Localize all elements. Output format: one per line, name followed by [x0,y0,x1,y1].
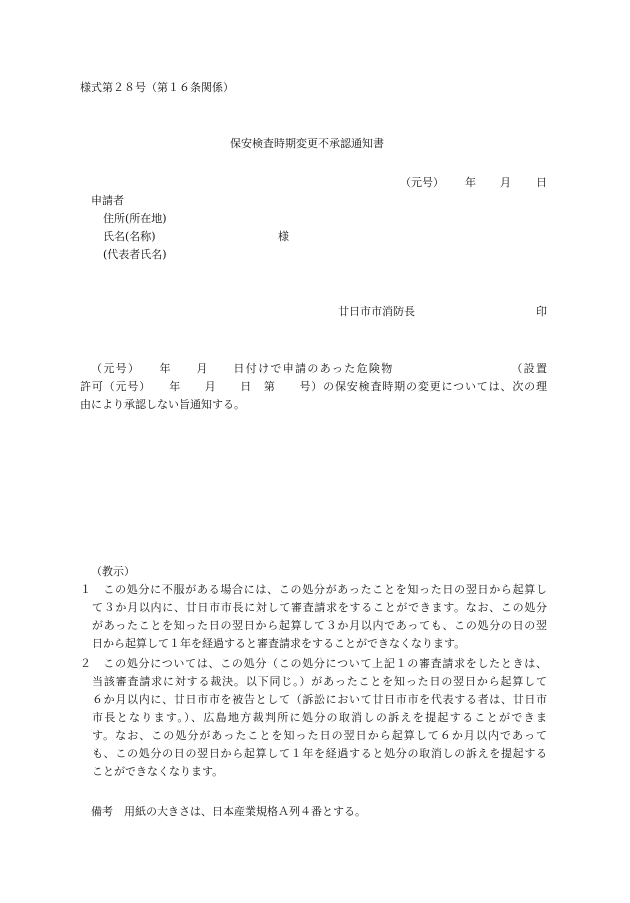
instruction-line: て３か月以内に、廿日市市長に対して審査請求をすることができます。なお、この処分 [92,601,547,614]
body-line: （元号） 年 月 日付けで申請のあった危険物 （設置 [91,362,547,375]
seal-mark: 印 [536,305,547,318]
instruction-heading: （教示） [91,565,135,578]
body-line: 由により承認しない旨通知する。 [80,398,245,411]
document-title: 保安検査時期変更不承認通知書 [230,137,384,150]
instruction-line: す。なお、この処分があったことを知った日の翌日から起算して６か月以内であって [92,729,547,742]
applicant-name: 氏名(名称) [103,230,156,243]
date-month: 月 [500,176,511,189]
applicant-address: 住所(所在地) [103,212,167,225]
form-number: 様式第２８号（第１６条関係） [80,81,234,94]
date-day: 日 [536,176,547,189]
instruction-line: 日から起算して１年を経過すると審査請求をすることができなくなります。 [92,637,466,650]
instruction-line: ２ この処分については、この処分（この処分について上記１の審査請求をしたときは、 [80,657,547,670]
applicant-label: 申請者 [91,194,124,207]
body-line: 許可（元号） 年 月 日 第 号）の保安検査時期の変更については、次の理 [80,380,547,393]
date-era: （元号） [400,176,444,189]
instruction-line: １ この処分に不服がある場合には、この処分があったことを知った日の翌日から起算し [80,583,547,596]
instruction-line: 市長となります。）、広島地方裁判所に処分の取消しの訴えを提起することができま [92,711,547,724]
applicant-honorific: 様 [278,230,289,243]
issuer-name: 廿日市市消防長 [338,305,415,318]
date-year: 年 [465,176,476,189]
instruction-line: 当該審査請求に対する裁決。以下同じ。）があったことを知った日の翌日から起算して [92,675,547,688]
remarks-note: 備考 用紙の大きさは、日本産業規格Ａ列４番とする。 [91,805,366,818]
instruction-line: があったことを知った日の翌日から起算して３か月以内であっても、この処分の日の翌 [92,619,547,632]
instruction-line: ６か月以内に、廿日市市を被告として（訴訟において廿日市市を代表する者は、廿日市 [92,693,547,706]
instruction-line: ことができなくなります。 [92,765,224,778]
instruction-line: も、この処分の日の翌日から起算して１年を経過すると処分の取消しの訴えを提起する [92,747,547,760]
applicant-representative: (代表者氏名) [103,248,167,261]
